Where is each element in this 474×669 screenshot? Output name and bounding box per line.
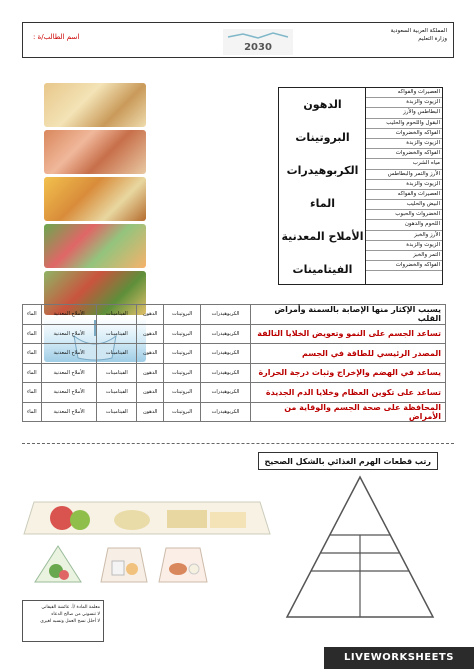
- ministry-line-2: وزارة التعليم: [418, 36, 447, 42]
- option-item[interactable]: الأرز والخبز: [366, 231, 442, 241]
- choice-cell[interactable]: الفيتامينات: [97, 324, 137, 344]
- choice-cell[interactable]: الدهون: [137, 363, 164, 383]
- category-item[interactable]: الأملاح المعدنية: [281, 230, 364, 243]
- option-item[interactable]: الزيوت والزبدة: [366, 180, 442, 190]
- choice-cell[interactable]: الأملاح المعدنية: [41, 344, 97, 364]
- quiz-row: [23, 383, 446, 403]
- choice-cell[interactable]: البروتينات: [164, 324, 201, 344]
- option-item[interactable]: الفواكه والخضروات: [366, 149, 442, 159]
- option-item[interactable]: البيض والحليب: [366, 200, 442, 210]
- vision-2030-logo: [223, 29, 293, 55]
- option-item[interactable]: مياه الشرب: [366, 159, 442, 169]
- credit-line-1: معلمة المادة /أ. عائشة الفيفاني: [41, 605, 100, 610]
- choice-cell[interactable]: الأملاح المعدنية: [41, 305, 97, 325]
- category-item[interactable]: الكربوهيدرات: [286, 164, 359, 177]
- pyramid-piece-base[interactable]: [22, 500, 272, 536]
- choice-cell[interactable]: الكربوهيدرات: [201, 402, 251, 422]
- pyramid-piece-top[interactable]: [34, 545, 82, 583]
- choice-cell[interactable]: الدهون: [137, 305, 164, 325]
- choice-cell[interactable]: الفيتامينات: [97, 305, 137, 325]
- credit-line-3: لا أحلل نسخ العمل ونسبه لغيري: [40, 619, 100, 624]
- option-item[interactable]: البطاطس والأرز: [366, 108, 442, 118]
- food-image-vegetables[interactable]: [44, 224, 146, 268]
- choice-cell[interactable]: الماء: [23, 383, 42, 403]
- choice-cell[interactable]: البروتينات: [164, 363, 201, 383]
- question-text: تساعد الجسم على النمو وتعويض الخلايا التالفة: [251, 324, 446, 344]
- choice-cell[interactable]: الماء: [23, 344, 42, 364]
- choice-cell[interactable]: الفيتامينات: [97, 363, 137, 383]
- choice-cell[interactable]: البروتينات: [164, 305, 201, 325]
- student-name-field[interactable]: [33, 33, 188, 41]
- option-item[interactable]: الزيوت والزبدة: [366, 98, 442, 108]
- matching-table: [278, 87, 443, 285]
- student-label: اسم الطالب/ة :: [33, 33, 80, 41]
- header-box: [22, 22, 454, 58]
- vision-text: 2030: [244, 42, 272, 53]
- choice-cell[interactable]: الأملاح المعدنية: [41, 383, 97, 403]
- credit-line-2: لا تنسوني من صالح الدعاء: [51, 612, 100, 617]
- option-item[interactable]: الزيوت والزبدة: [366, 241, 442, 251]
- choice-cell[interactable]: الأملاح المعدنية: [41, 363, 97, 383]
- choice-cell[interactable]: الأملاح المعدنية: [41, 324, 97, 344]
- choice-cell[interactable]: الفيتامينات: [97, 383, 137, 403]
- food-image-carbs[interactable]: [44, 177, 146, 221]
- pyramid-outline: [285, 475, 435, 620]
- choice-cell[interactable]: الماء: [23, 305, 42, 325]
- option-item[interactable]: العصيرات والفواكه: [366, 88, 442, 98]
- quiz-row: [23, 363, 446, 383]
- choice-cell[interactable]: الأملاح المعدنية: [41, 402, 97, 422]
- liveworksheets-logo[interactable]: [324, 647, 474, 669]
- option-item[interactable]: البقول واللحوم والحليب: [366, 119, 442, 129]
- quiz-row: [23, 324, 446, 344]
- food-image-fats[interactable]: [44, 83, 146, 127]
- category-item[interactable]: الماء: [309, 197, 336, 210]
- choice-cell[interactable]: الماء: [23, 363, 42, 383]
- choice-cell[interactable]: الماء: [23, 402, 42, 422]
- choice-cell[interactable]: الفيتامينات: [97, 344, 137, 364]
- pyramid-piece-middle-1[interactable]: [100, 547, 148, 583]
- quiz-row: [23, 305, 446, 325]
- question-text: المحافظة على صحة الجسم والوقاية من الأمراض: [251, 402, 446, 422]
- choice-cell[interactable]: البروتينات: [164, 383, 201, 403]
- pyramid-piece-middle-2[interactable]: [158, 547, 208, 583]
- choice-cell[interactable]: الماء: [23, 324, 42, 344]
- category-column: [279, 88, 366, 284]
- food-image-proteins[interactable]: [44, 130, 146, 174]
- option-item[interactable]: الزيوت والزبدة: [366, 139, 442, 149]
- choice-cell[interactable]: الدهون: [137, 324, 164, 344]
- teacher-credit: [22, 600, 104, 642]
- choice-cell[interactable]: الدهون: [137, 383, 164, 403]
- ministry-title: [391, 27, 447, 43]
- choice-cell[interactable]: البروتينات: [164, 402, 201, 422]
- category-item[interactable]: الفيتامينات: [292, 263, 353, 276]
- option-item[interactable]: اللحوم والدهون: [366, 220, 442, 230]
- pyramid-title: رتب قطعات الهرم الغذائي بالشكل الصحيح: [258, 452, 438, 470]
- ministry-line-1: المملكة العربية السعودية: [390, 28, 447, 34]
- quiz-row: [23, 344, 446, 364]
- section-divider: [22, 443, 454, 444]
- question-text: المصدر الرئيسي للطاقة في الجسم: [251, 344, 446, 364]
- question-text: يساعد في الهضم والإخراج وثبات درجة الحرارة: [251, 363, 446, 383]
- option-item[interactable]: التمر والخبز: [366, 251, 442, 261]
- option-item[interactable]: الفواكه والخضروات: [366, 261, 442, 271]
- question-text: تساعد على تكوين العظام وخلايا الدم الجديدة: [251, 383, 446, 403]
- choice-cell[interactable]: البروتينات: [164, 344, 201, 364]
- choice-cell[interactable]: الكربوهيدرات: [201, 305, 251, 325]
- quiz-row: [23, 402, 446, 422]
- category-item[interactable]: الدهون: [303, 98, 342, 111]
- choice-cell[interactable]: الدهون: [137, 402, 164, 422]
- option-item[interactable]: الخضروات والحبوب: [366, 210, 442, 220]
- option-item[interactable]: الفواكه والخضروات: [366, 129, 442, 139]
- choice-cell[interactable]: الكربوهيدرات: [201, 363, 251, 383]
- quiz-table: [22, 304, 446, 422]
- option-item[interactable]: الأرز والتمر والبطاطس: [366, 170, 442, 180]
- question-text: يسبب الإكثار منها الإصابة بالسمنة وأمراض القلب: [251, 305, 446, 325]
- choice-cell[interactable]: الدهون: [137, 344, 164, 364]
- choice-cell[interactable]: الكربوهيدرات: [201, 383, 251, 403]
- choice-cell[interactable]: الكربوهيدرات: [201, 344, 251, 364]
- option-item[interactable]: العصيرات والفواكه: [366, 190, 442, 200]
- category-item[interactable]: البروتينات: [295, 131, 350, 144]
- choice-cell[interactable]: الفيتامينات: [97, 402, 137, 422]
- options-column: [365, 88, 442, 284]
- footer-brand: LIVEWORKSHEETS: [344, 652, 454, 663]
- choice-cell[interactable]: الكربوهيدرات: [201, 324, 251, 344]
